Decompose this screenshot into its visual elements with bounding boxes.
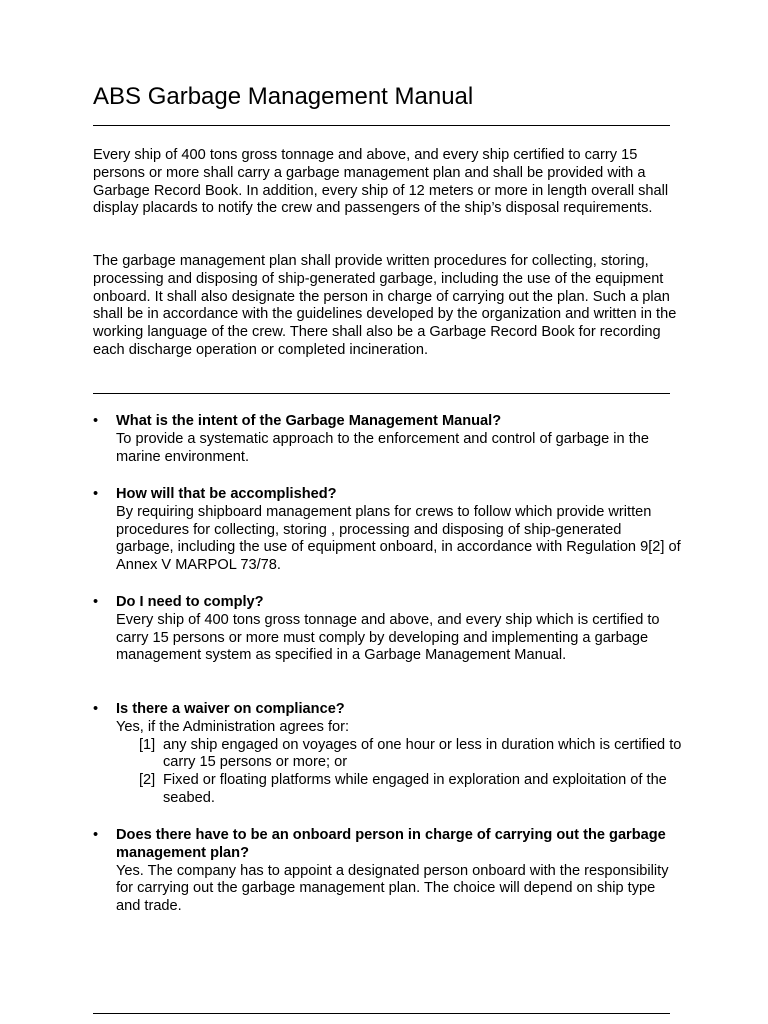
faq-item-accomplished <box>93 486 693 575</box>
faq-question: Do I need to comply? <box>116 594 264 610</box>
faq-answer: Yes. The company has to appoint a designated person onboard with the responsibility for carrying out the garbage management plan. The choice will depend on ship type and trade. <box>116 862 669 915</box>
section-divider <box>93 393 670 394</box>
bullet-icon: • <box>93 486 99 502</box>
faq-question: What is the intent of the Garbage Management Manual? <box>116 413 502 429</box>
sub-item-text: Fixed or floating platforms while engaged in exploration and exploitation of the seabed. <box>163 772 667 806</box>
faq-question: Does there have to be an onboard person in charge of carrying out the garbage management plan? <box>116 827 666 861</box>
document-title: ABS Garbage Management Manual <box>93 83 474 110</box>
sub-item-number: [1] <box>139 736 156 753</box>
bullet-icon: • <box>93 827 99 843</box>
faq-answer: Yes, if the Administration agrees for: <box>116 718 350 735</box>
faq-answer: To provide a systematic approach to the enforcement and control of garbage in the marine environment. <box>116 430 649 465</box>
faq-item-waiver <box>93 701 693 808</box>
sub-item-number: [2] <box>139 772 156 789</box>
title-divider <box>93 125 670 126</box>
faq-item-person-in-charge <box>93 827 693 916</box>
waiver-sub-item <box>139 772 703 808</box>
faq-item-comply <box>93 594 693 665</box>
faq-item-intent <box>93 413 693 466</box>
faq-question: How will that be accomplished? <box>116 486 337 502</box>
waiver-sub-item <box>139 737 703 773</box>
bullet-icon: • <box>93 594 99 610</box>
faq-question: Is there a waiver on compliance? <box>116 701 345 717</box>
footer-divider <box>93 1013 670 1014</box>
intro-paragraph-1: Every ship of 400 tons gross tonnage and above, and every ship certified to carry 15 persons or more shall carry a garbage management plan and shall be provided with a Garbage Record Book. In addition, every ship of 12 meters or more in length overall shall display placards to notify the crew and passengers of the ship’s disposal requirements. <box>93 147 669 217</box>
bullet-icon: • <box>93 413 99 429</box>
faq-answer: By requiring shipboard management plans for crews to follow which provide written procedures for collecting, storing , processing and disposing of ship-generated garbage, including the use of equipment onboard, in accordance with Regulation 9[2] of Annex V MARPOL 73/78. <box>116 503 681 574</box>
sub-item-text: any ship engaged on voyages of one hour or less in duration which is certified to carry 15 persons or more; or <box>163 736 682 771</box>
intro-paragraph-2: The garbage management plan shall provide written procedures for collecting, storing, processing and disposing of ship-generated garbage, including the use of the equipment onboard. It shall also designate the person in charge of carrying out the plan. Such a plan shall be in accordance with the guidelines developed by the organization and written in the working language of the crew. There shall also be a Garbage Record Book for recording each discharge operation or completed incineration. <box>93 253 677 358</box>
faq-answer: Every ship of 400 tons gross tonnage and above, and every ship which is certified to carry 15 persons or more must comply by developing and implementing a garbage management system as specified in a Garbage Management Manual. <box>116 611 660 664</box>
bullet-icon: • <box>93 701 99 717</box>
